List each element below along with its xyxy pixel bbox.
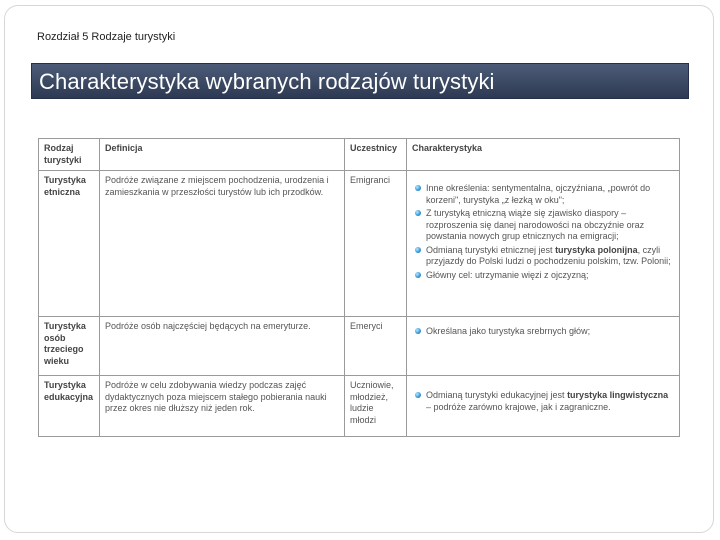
- bullet-text: Określana jako turystyka srebrnych głów;: [426, 326, 591, 337]
- table-row: [39, 376, 680, 437]
- column-header-participants: Uczestnicy: [345, 139, 407, 171]
- list-item: [412, 326, 674, 338]
- characteristics-list: [412, 390, 674, 413]
- page-title: Charakterystyka wybranych rodzajów turystyki: [39, 69, 495, 94]
- chapter-label: Rozdział 5 Rodzaje turystyki: [37, 31, 176, 43]
- bullet-text-pre: Odmianą turystyki etnicznej jest: [426, 244, 556, 255]
- bullet-icon: [415, 328, 421, 334]
- definition-cell: Podróże osób najczęściej będących na emeryturze.: [100, 317, 345, 376]
- bullet-text-bold: turystyka lingwistyczna: [567, 390, 669, 401]
- characteristics-cell: [407, 376, 680, 437]
- list-item: [412, 245, 674, 268]
- bullet-text-post: – podróże zarówno krajowe, jak i zagraniczne.: [426, 401, 611, 412]
- table-header-row: [39, 139, 680, 171]
- bullet-icon: [415, 210, 421, 216]
- tourism-type-cell: Turystyka osób trzeciego wieku: [39, 317, 100, 376]
- list-item: [412, 208, 674, 243]
- bullet-text: Główny cel: utrzymanie więzi z ojczyzną;: [426, 269, 589, 280]
- bullet-icon: [415, 392, 421, 398]
- bullet-text-bold: turystyka polonijna: [555, 244, 638, 255]
- definition-cell: Podróże w celu zdobywania wiedzy podczas zajęć dydaktycznych poza miejscem stałego pobierania nauki przez okres nie dłuższy niż jeden rok.: [100, 376, 345, 437]
- bullet-icon: [415, 272, 421, 278]
- characteristics-list: [412, 326, 674, 338]
- bullet-text: Z turystyką etniczną wiąże się zjawisko diaspory – rozproszenia się danej narodowości na obczyźnie oraz powstania nowych grup etnicznych na emigracji;: [426, 208, 645, 241]
- tourism-type-cell: Turystyka edukacyjna: [39, 376, 100, 437]
- participants-cell: Emigranci: [345, 171, 407, 317]
- participants-cell: Emeryci: [345, 317, 407, 376]
- definition-cell: Podróże związane z miejscem pochodzenia, urodzenia i zamieszkania w przeszłości turystów lub ich przodków.: [100, 171, 345, 317]
- bullet-icon: [415, 185, 421, 191]
- bullet-text: Inne określenia: sentymentalna, ojczyźniana, „powrót do korzeni", turystyka „z łezką w oku";: [426, 183, 651, 205]
- table-row: [39, 171, 680, 317]
- list-item: [412, 270, 674, 282]
- bullet-text-post: , czyli przyjazdy do Polski ludzi o pochodzeniu polskim, tzw. Polonii;: [426, 244, 671, 266]
- title-bar: [31, 63, 689, 99]
- tourism-type-cell: Turystyka etniczna: [39, 171, 100, 317]
- list-item: [412, 183, 674, 206]
- column-header-type: Rodzaj turystyki: [39, 139, 100, 171]
- tourism-types-table: [38, 138, 680, 437]
- list-item: [412, 390, 674, 413]
- table-row: [39, 317, 680, 376]
- column-header-definition: Definicja: [100, 139, 345, 171]
- bullet-text-pre: Odmianą turystyki edukacyjnej jest: [426, 390, 568, 401]
- column-header-characteristics: Charakterystyka: [407, 139, 680, 171]
- characteristics-cell: [407, 317, 680, 376]
- characteristics-list: [412, 183, 674, 281]
- bullet-icon: [415, 247, 421, 253]
- participants-cell: Uczniowie, młodzież, ludzie młodzi: [345, 376, 407, 437]
- characteristics-cell: [407, 171, 680, 317]
